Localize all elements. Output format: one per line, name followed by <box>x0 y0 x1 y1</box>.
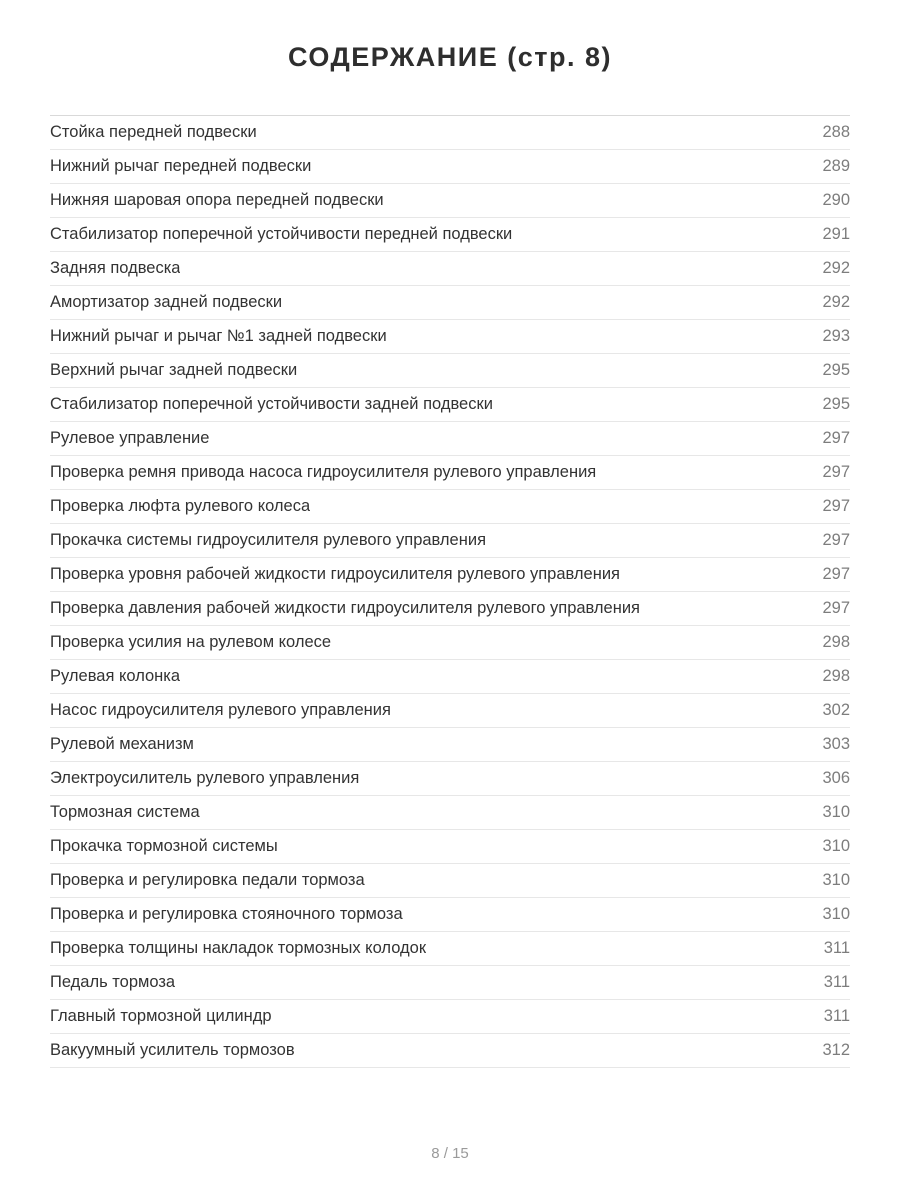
toc-entry-page: 298 <box>822 667 850 685</box>
toc-entry-page: 297 <box>822 565 850 583</box>
toc-entry-label: Тормозная система <box>50 803 200 821</box>
toc-entry-page: 290 <box>822 191 850 209</box>
toc-entry-label: Рулевая колонка <box>50 667 181 685</box>
toc-entry[interactable] <box>50 320 850 354</box>
toc-entry[interactable] <box>50 354 850 388</box>
toc-entry[interactable] <box>50 966 850 1000</box>
toc-entry[interactable] <box>50 694 850 728</box>
toc-entry-page: 297 <box>822 531 850 549</box>
toc-entry[interactable] <box>50 388 850 422</box>
toc-entry-page: 310 <box>822 803 850 821</box>
toc-entry-page: 293 <box>822 327 850 345</box>
toc-entry-label: Проверка ремня привода насоса гидроусилителя рулевого управления <box>50 463 597 481</box>
toc-entry[interactable] <box>50 252 850 286</box>
toc-entry-label: Нижняя шаровая опора передней подвески <box>50 191 384 209</box>
toc-entry[interactable] <box>50 796 850 830</box>
toc-entry-label: Проверка усилия на рулевом колесе <box>50 633 332 651</box>
page-indicator: 8 / 15 <box>431 1145 469 1162</box>
toc-entry-label: Проверка и регулировка стояночного тормоза <box>50 905 403 923</box>
toc-entry[interactable] <box>50 218 850 252</box>
toc-entry[interactable] <box>50 1000 850 1034</box>
toc-entry-page: 303 <box>822 735 850 753</box>
toc-entry[interactable] <box>50 456 850 490</box>
toc-entry-page: 310 <box>822 905 850 923</box>
toc-entry-page: 291 <box>822 225 850 243</box>
toc-entry-page: 297 <box>822 429 850 447</box>
toc-entry[interactable] <box>50 626 850 660</box>
toc-entry-label: Вакуумный усилитель тормозов <box>50 1041 295 1059</box>
toc-entry-page: 297 <box>822 599 850 617</box>
toc-entry-label: Стабилизатор поперечной устойчивости задней подвески <box>50 395 493 413</box>
toc-entry-page: 310 <box>822 837 850 855</box>
toc-entry[interactable] <box>50 660 850 694</box>
toc-entry[interactable] <box>50 932 850 966</box>
toc-entry-label: Амортизатор задней подвески <box>50 293 283 311</box>
toc-list <box>50 116 850 1068</box>
toc-entry-label: Электроусилитель рулевого управления <box>50 769 360 787</box>
toc-entry-page: 306 <box>822 769 850 787</box>
toc-entry-label: Стабилизатор поперечной устойчивости передней подвески <box>50 225 513 243</box>
toc-entry-page: 298 <box>822 633 850 651</box>
toc-entry-label: Нижний рычаг и рычаг №1 задней подвески <box>50 327 387 345</box>
toc-entry[interactable] <box>50 490 850 524</box>
toc-entry-page: 297 <box>822 497 850 515</box>
toc-entry[interactable] <box>50 864 850 898</box>
toc-entry-page: 292 <box>822 259 850 277</box>
toc-entry-page: 288 <box>822 123 850 141</box>
toc-entry-label: Рулевой механизм <box>50 735 194 753</box>
toc-entry[interactable] <box>50 762 850 796</box>
toc-entry-label: Прокачка тормозной системы <box>50 837 278 855</box>
toc-entry-page: 311 <box>823 973 850 991</box>
page-title: СОДЕРЖАНИЕ (стр. 8) <box>288 42 612 72</box>
toc-entry[interactable] <box>50 592 850 626</box>
toc-entry-page: 311 <box>823 939 850 957</box>
toc-entry[interactable] <box>50 524 850 558</box>
toc-entry[interactable] <box>50 184 850 218</box>
toc-entry[interactable] <box>50 1034 850 1068</box>
toc-entry-label: Нижний рычаг передней подвески <box>50 157 312 175</box>
toc-entry[interactable] <box>50 898 850 932</box>
toc-entry-page: 292 <box>822 293 850 311</box>
toc-entry-label: Проверка и регулировка педали тормоза <box>50 871 365 889</box>
toc-entry[interactable] <box>50 150 850 184</box>
toc-entry-label: Верхний рычаг задней подвески <box>50 361 298 379</box>
toc-entry-page: 295 <box>822 361 850 379</box>
toc-entry-page: 302 <box>822 701 850 719</box>
toc-entry-label: Главный тормозной цилиндр <box>50 1007 272 1025</box>
toc-entry-label: Насос гидроусилителя рулевого управления <box>50 701 391 719</box>
toc-entry-page: 289 <box>822 157 850 175</box>
toc-entry-label: Прокачка системы гидроусилителя рулевого управления <box>50 531 487 549</box>
toc-entry-label: Стойка передней подвески <box>50 123 257 141</box>
toc-entry-label: Проверка толщины накладок тормозных колодок <box>50 939 427 957</box>
toc-entry-page: 310 <box>822 871 850 889</box>
toc-entry-label: Педаль тормоза <box>50 973 176 991</box>
toc-entry-label: Проверка давления рабочей жидкости гидроусилителя рулевого управления <box>50 599 640 617</box>
toc-entry[interactable] <box>50 728 850 762</box>
toc-entry[interactable] <box>50 116 850 150</box>
toc-entry[interactable] <box>50 830 850 864</box>
toc-entry-page: 312 <box>822 1041 850 1059</box>
toc-entry-page: 297 <box>822 463 850 481</box>
toc-entry[interactable] <box>50 422 850 456</box>
toc-entry-label: Задняя подвеска <box>50 259 181 277</box>
toc-entry-page: 311 <box>823 1007 850 1025</box>
toc-entry-label: Проверка люфта рулевого колеса <box>50 497 311 515</box>
toc-entry[interactable] <box>50 558 850 592</box>
toc-entry-label: Проверка уровня рабочей жидкости гидроусилителя рулевого управления <box>50 565 620 583</box>
toc-entry[interactable] <box>50 286 850 320</box>
toc-entry-label: Рулевое управление <box>50 429 210 447</box>
toc-entry-page: 295 <box>822 395 850 413</box>
